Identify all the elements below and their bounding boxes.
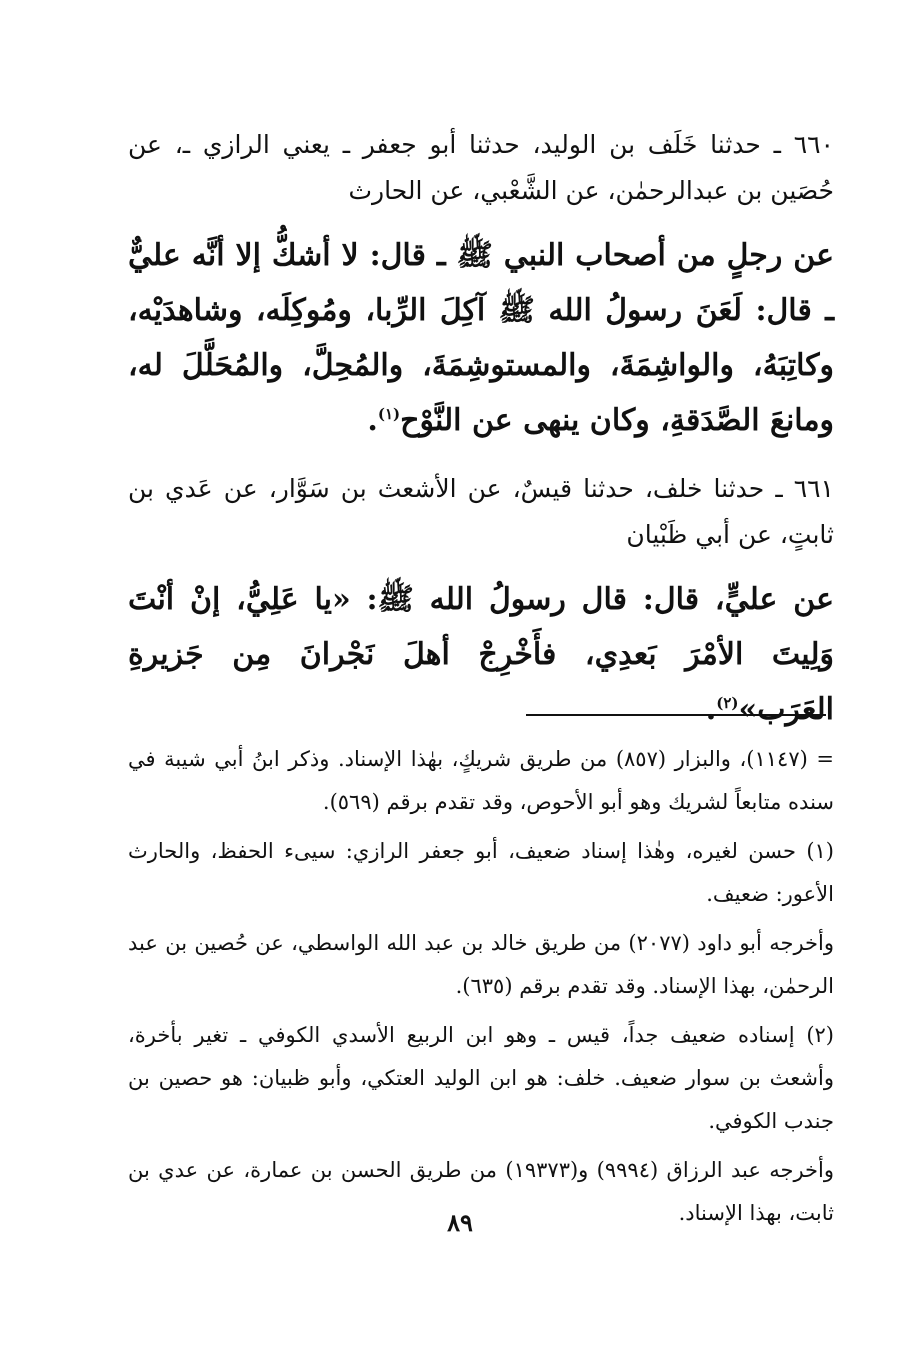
- footnote-1-takhrij: وأخرجه أبو داود (٢٠٧٧) من طريق خالد بن عبد الله الواسطي، عن حُصين بن عبد الرحمٰن، بهذا الإسناد. وقد تقدم برقم (٦٣٥).: [128, 931, 834, 998]
- footnote-ref-2[interactable]: (٢): [716, 694, 739, 712]
- footnote-2-takhrij: وأخرجه عبد الرزاق (٩٩٩٤) و(١٩٣٧٣) من طريق الحسن بن عمارة، عن عدي بن ثابت، بهذا الإسناد.: [128, 1158, 835, 1225]
- hadith-660-end: .: [367, 403, 378, 438]
- hadith-661-end: .: [705, 692, 717, 727]
- footnote-2: (٢) إسناده ضعيف جداً، قيس ـ وهو ابن الربيع الأسدي الكوفي ـ تغير بأخرة، وأشعث بن سوار ضعيف. خلف: هو ابن الوليد العتكي، وأبو ظبيان: هو حصين بن جندب الكوفي.: [128, 1023, 834, 1133]
- hadith-660-isnad: ٦٦٠ ـ حدثنا خَلَف بن الوليد، حدثنا أبو جعفر ـ يعني الرازي ـ، عن حُصَين بن عبدالرحمٰن، عن الشَّعْبي، عن الحارث: [128, 130, 834, 205]
- footnote-separator: [526, 714, 826, 716]
- main-text: [128, 122, 834, 755]
- page-number: ٨٩: [447, 1208, 473, 1237]
- hadith-661-matn-text: عن عليٍّ، قال: قال رسولُ الله ﷺ: «يا عَلِيُّ، إنْ أنْتَ وَلِيتَ الأمْرَ بَعدِي، فأَخْرِجْ أهلَ نَجْرانَ مِن جَزيرةِ العَرَب»: [128, 582, 834, 727]
- hadith-661-matn: [128, 572, 834, 737]
- footnote-continuation: = (١١٤٧)، والبزار (٨٥٧) من طريق شريكٍ، بهٰذا الإسناد. وذكر ابنُ أبي شيبة في سنده متابعاً لشريك وهو أبو الأحوص، وقد تقدم برقم (٥٦٩).: [128, 747, 835, 814]
- hadith-660-matn-text: عن رجلٍ من أصحاب النبي ﷺ ـ قال: لا أشكُّ إلا أنَّه عليٌّ ـ قال: لَعَنَ رسولُ الله ﷺ آكِلَ الرِّبا، ومُوكِلَه، وشاهدَيْه، وكاتِبَهُ، والواشِمَةَ، والمستوشِمَةَ، والمُحِلَّ، والمُحَلَّلَ له، ومانعَ الصَّدَقةِ، وكان ينهى عن النَّوْح: [128, 238, 834, 438]
- footnote-1: (١) حسن لغيره، وهٰذا إسناد ضعيف، أبو جعفر الرازي: سيىء الحفظ، والحارث الأعور: ضعيف.: [128, 839, 834, 906]
- footnotes: [128, 738, 834, 1241]
- hadith-660-matn: [128, 228, 834, 448]
- hadith-661-isnad: ٦٦١ ـ حدثنا خلف، حدثنا قيسٌ، عن الأشعث بن سَوَّار، عن عَدي بن ثابتٍ، عن أبي ظَبْيان: [128, 474, 834, 549]
- footnote-ref-1[interactable]: (١): [377, 405, 401, 423]
